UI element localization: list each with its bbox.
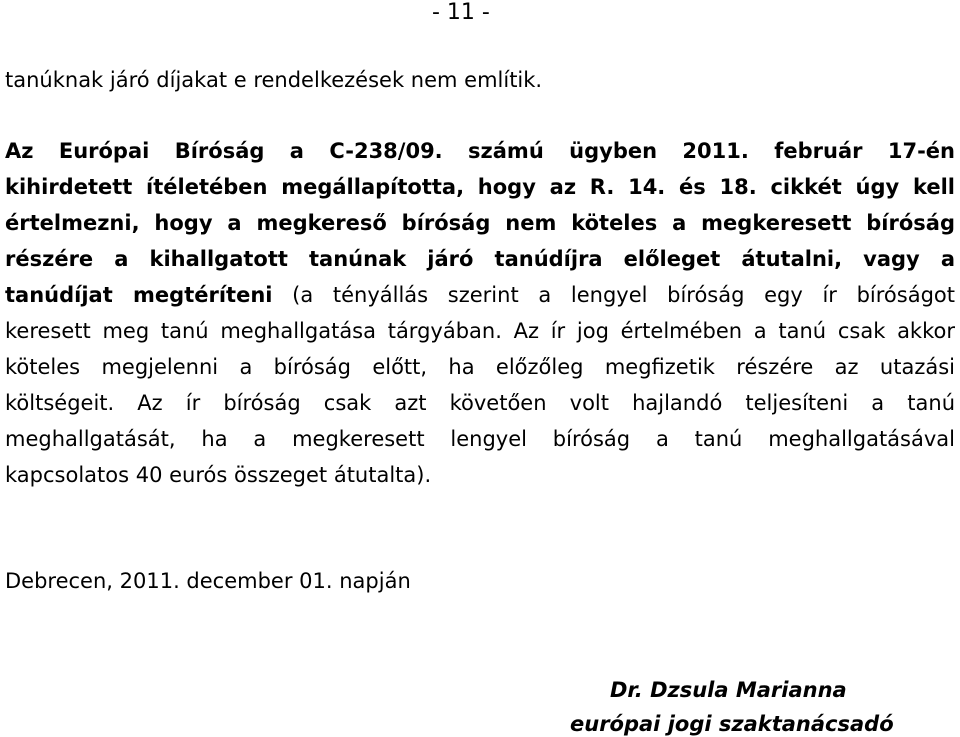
paragraph-line-5 (5, 282, 955, 308)
paragraph-line-9: meghallgatását, ha a megkeresett lengyel bíróság a tanú meghallgatásával (5, 427, 955, 451)
paragraph-line-5-rest: (a tényállás szerint a lengyel bíróság egy ír bíróságot (272, 283, 955, 307)
place-date: Debrecen, 2011. december 01. napján (5, 569, 411, 593)
page-number: - 11 - (432, 0, 490, 25)
paragraph-line-1: Az Európai Bíróság a C-238/09. számú ügyben 2011. február 17-én (5, 139, 955, 163)
paragraph-line-6: keresett meg tanú meghallgatása tárgyában. Az ír jog értelmében a tanú csak akkor (5, 319, 955, 343)
paragraph-line-10: kapcsolatos 40 eurós összeget átutalta). (5, 463, 432, 487)
signature-title: európai jogi szaktanácsadó (570, 712, 894, 736)
paragraph-line-4: részére a kihallgatott tanúnak járó tanúdíjra előleget átutalni, vagy a (5, 247, 955, 271)
signature-name: Dr. Dzsula Marianna (610, 678, 847, 702)
paragraph-line-7: köteles megjelenni a bíróság előtt, ha előzőleg megfizetik részére az utazási (5, 355, 955, 379)
paragraph-line-5-bold: tanúdíjat megtéríteni (5, 283, 273, 307)
paragraph-line-2: kihirdetett ítéletében megállapította, hogy az R. 14. és 18. cikkét úgy kell (5, 175, 955, 199)
paragraph-intro-line: tanúknak járó díjakat e rendelkezések nem említik. (5, 68, 543, 92)
paragraph-line-8: költségeit. Az ír bíróság csak azt követően volt hajlandó teljesíteni a tanú (5, 391, 955, 415)
paragraph-line-3: értelmezni, hogy a megkereső bíróság nem köteles a megkeresett bíróság (5, 211, 955, 235)
